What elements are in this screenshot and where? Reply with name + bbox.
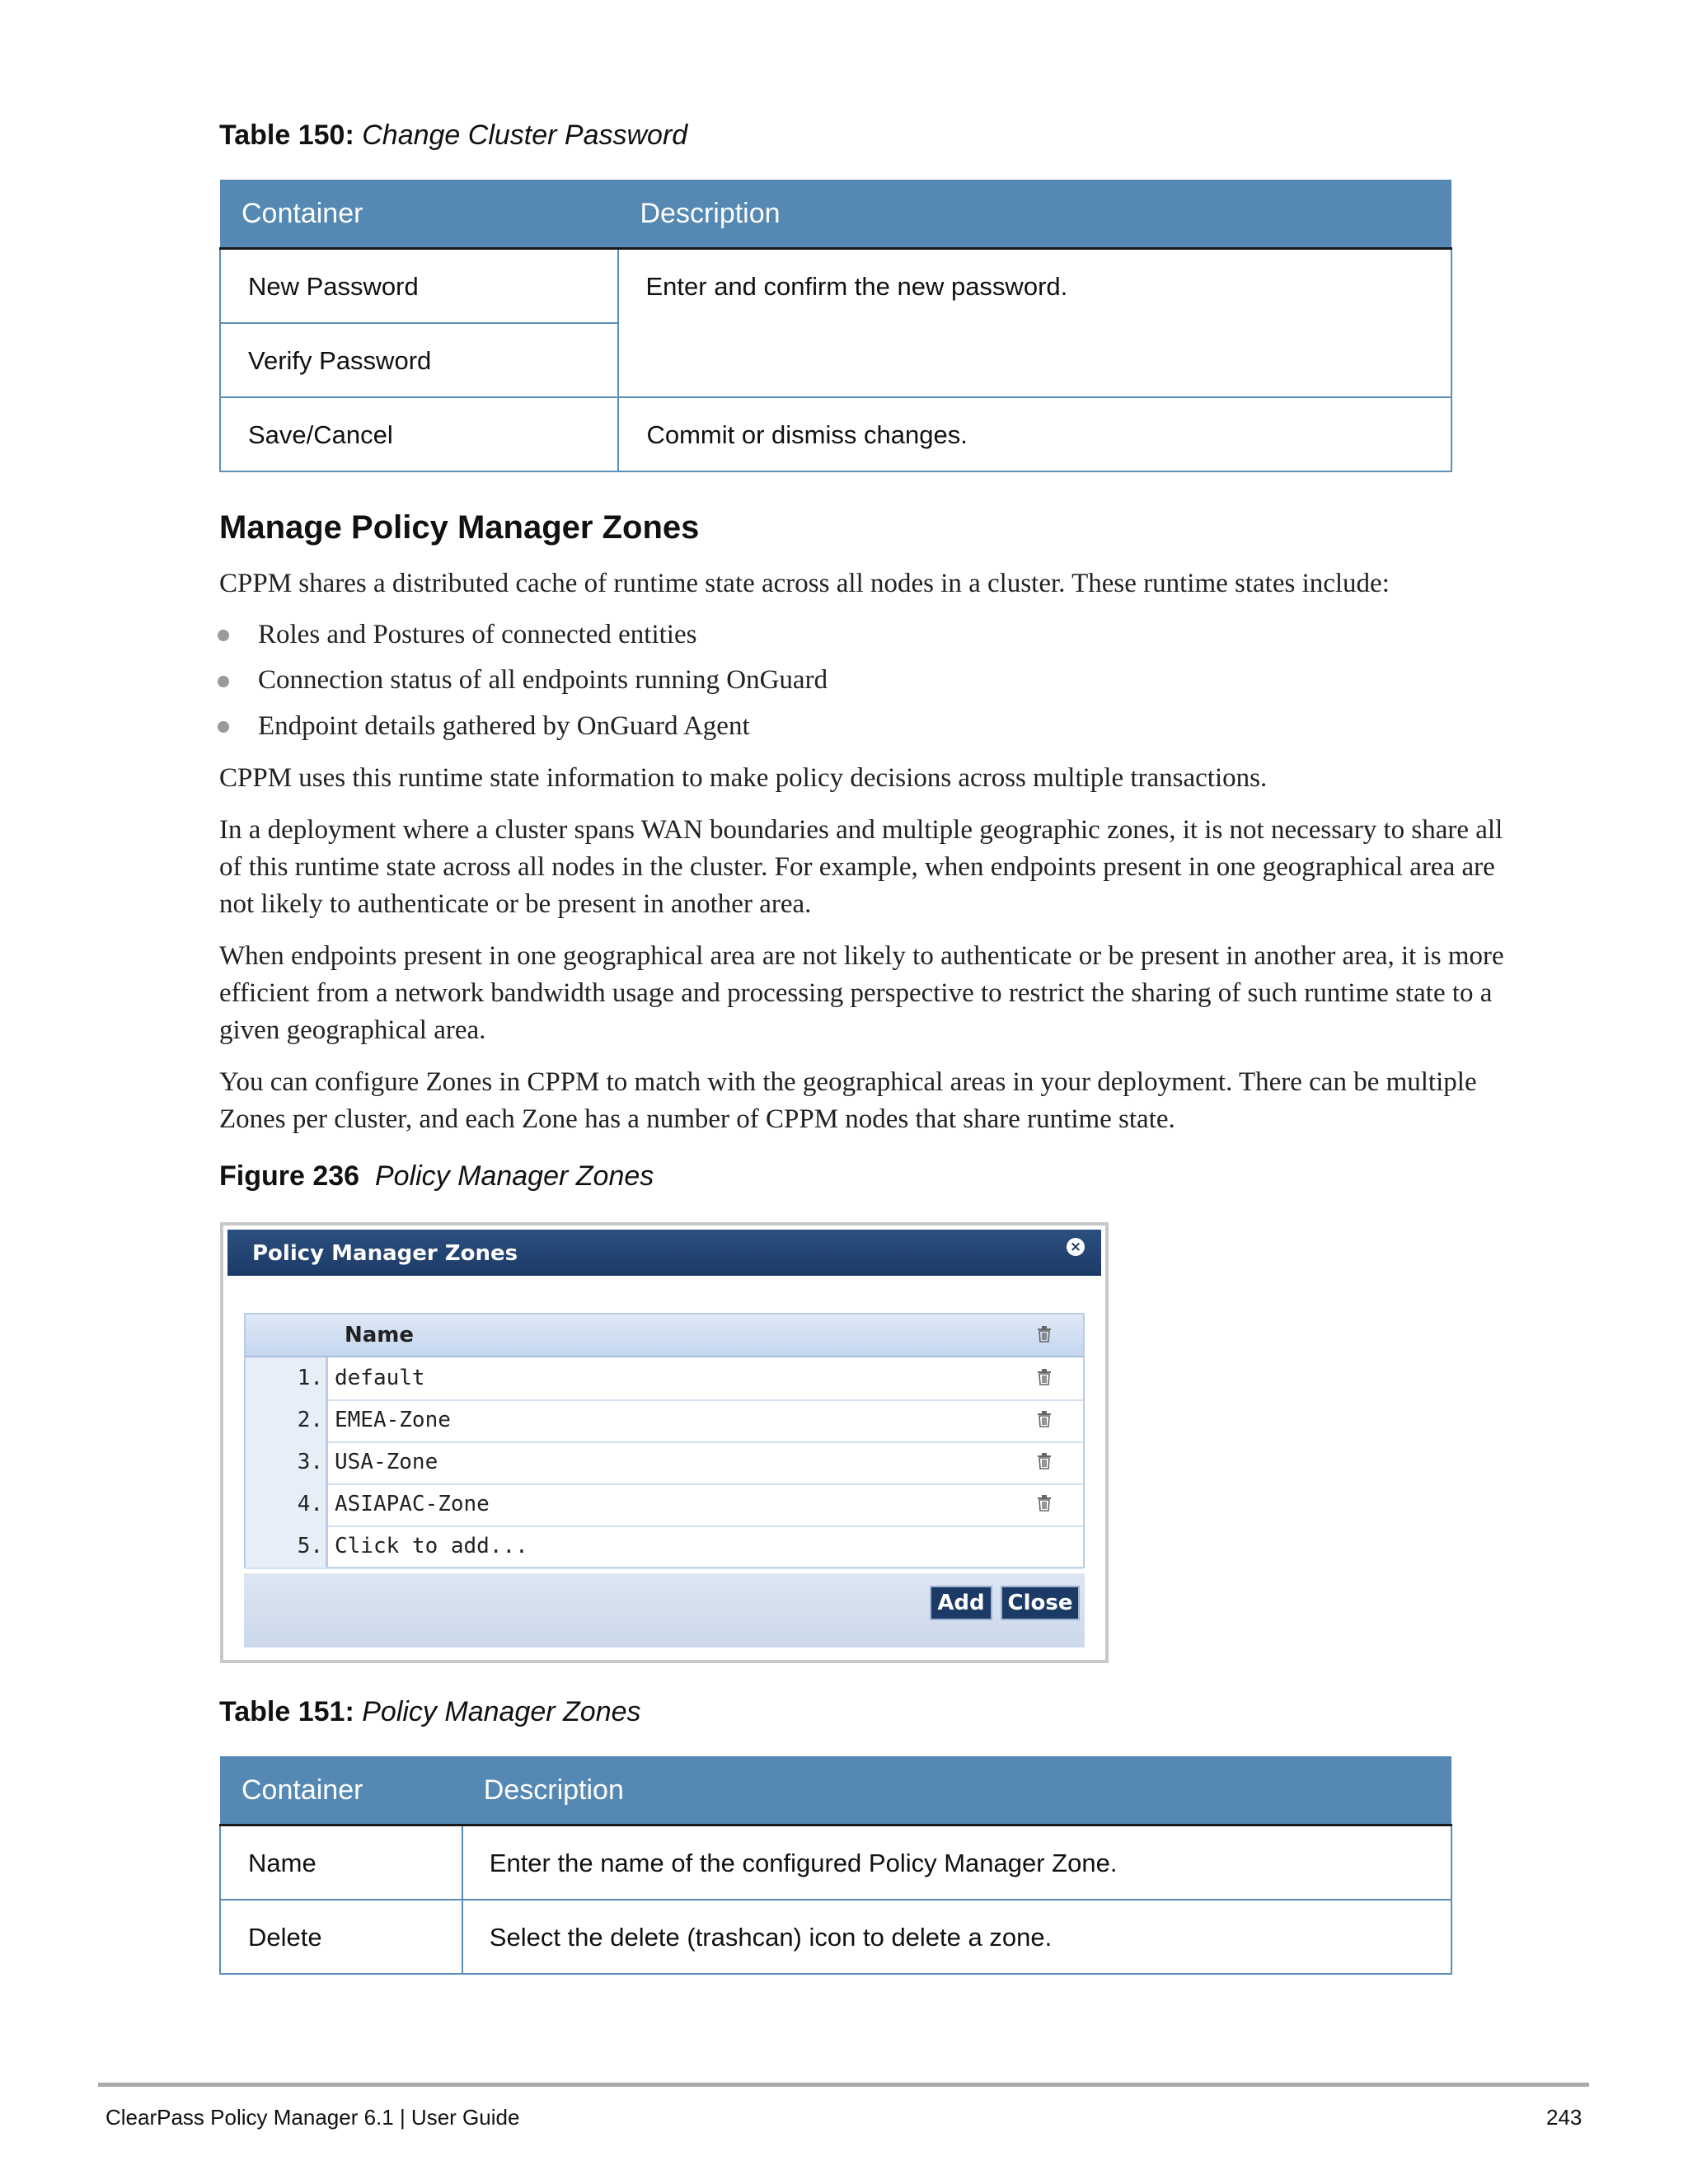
table-150-caption: Table 150: Change Cluster Password — [219, 120, 688, 151]
paragraph: When endpoints present in one geographical area are not likely to authenticate or be present in another area, it is more efficient from a network bandwidth usage and processing perspective to restrict the sharing of such runtime state to a given geographical area. — [219, 941, 1504, 1045]
trash-icon[interactable] — [1037, 1326, 1052, 1343]
dialog-title: Policy Manager Zones — [252, 1241, 518, 1266]
table-row[interactable]: 2. EMEA-Zone — [246, 1399, 1083, 1443]
table-row: Name Enter the name of the configured Policy Manager Zone. — [220, 1825, 1451, 1900]
table-150 — [219, 180, 1452, 472]
policy-manager-zones-dialog — [220, 1222, 1109, 1663]
paragraph: You can configure Zones in CPPM to match with the geographical areas in your deployment. There can be multiple Zones per cluster, and each Zone has a number of CPPM nodes that share runtime state. — [219, 1067, 1477, 1134]
page-number: 243 — [1546, 2105, 1582, 2130]
paragraph: In a deployment where a cluster spans WAN boundaries and multiple geographic zones, it is not necessary to share all of this runtime state across all nodes in the cluster. For example, when endpoints present in one geographical area are not likely to authenticate or be present in another area. — [219, 815, 1503, 919]
section-heading: Manage Policy Manager Zones — [219, 509, 700, 546]
column-header: Name — [345, 1323, 415, 1347]
intro-paragraph: CPPM shares a distributed cache of runtime state across all nodes in a cluster. These runtime states include: — [219, 569, 1390, 598]
table-row: Save/Cancel Commit or dismiss changes. — [220, 397, 1451, 471]
footer-title: ClearPass Policy Manager 6.1 | User Guide — [106, 2105, 520, 2130]
column-header: Container — [220, 180, 618, 249]
paragraph: CPPM uses this runtime state information to make policy decisions across multiple transactions. — [219, 763, 1268, 793]
table-151-caption: Table 151: Policy Manager Zones — [219, 1696, 641, 1727]
table-row: New Password Enter and confirm the new password. — [220, 249, 1451, 323]
table-row[interactable]: 1. default — [246, 1357, 1083, 1401]
table-151 — [219, 1756, 1452, 1975]
add-zone-row[interactable]: 5. Click to add... — [246, 1526, 1083, 1569]
trash-icon[interactable] — [1037, 1369, 1052, 1385]
dialog-footer — [244, 1573, 1085, 1647]
add-button[interactable]: Add — [930, 1586, 992, 1620]
footer-divider — [98, 2083, 1589, 2087]
close-button[interactable]: Close — [1001, 1586, 1080, 1620]
list-item: Endpoint details gathered by OnGuard Agent — [258, 711, 750, 741]
trash-icon[interactable] — [1037, 1411, 1052, 1427]
bullet-icon — [218, 721, 229, 733]
table-header — [246, 1315, 1083, 1357]
table-row[interactable]: 4. ASIAPAC-Zone — [246, 1483, 1083, 1527]
trash-icon[interactable] — [1037, 1453, 1052, 1469]
column-header: Description — [462, 1756, 1451, 1825]
figure-caption: Figure 236 Policy Manager Zones — [219, 1160, 654, 1192]
close-icon[interactable]: × — [1067, 1238, 1085, 1256]
bullet-icon — [218, 630, 229, 641]
zones-table — [244, 1313, 1085, 1568]
trash-icon[interactable] — [1037, 1495, 1052, 1511]
table-row: Verify Password — [220, 323, 1451, 397]
column-header: Description — [618, 180, 1451, 249]
list-item: Connection status of all endpoints running OnGuard — [258, 665, 828, 695]
column-header: Container — [220, 1756, 462, 1825]
add-zone-input[interactable]: Click to add... — [335, 1534, 528, 1558]
dialog-title-bar — [227, 1230, 1101, 1276]
list-item: Roles and Postures of connected entities — [258, 620, 697, 649]
table-row[interactable]: 3. USA-Zone — [246, 1441, 1083, 1485]
bullet-icon — [218, 676, 229, 687]
table-row: Delete Select the delete (trashcan) icon to delete a zone. — [220, 1900, 1451, 1974]
